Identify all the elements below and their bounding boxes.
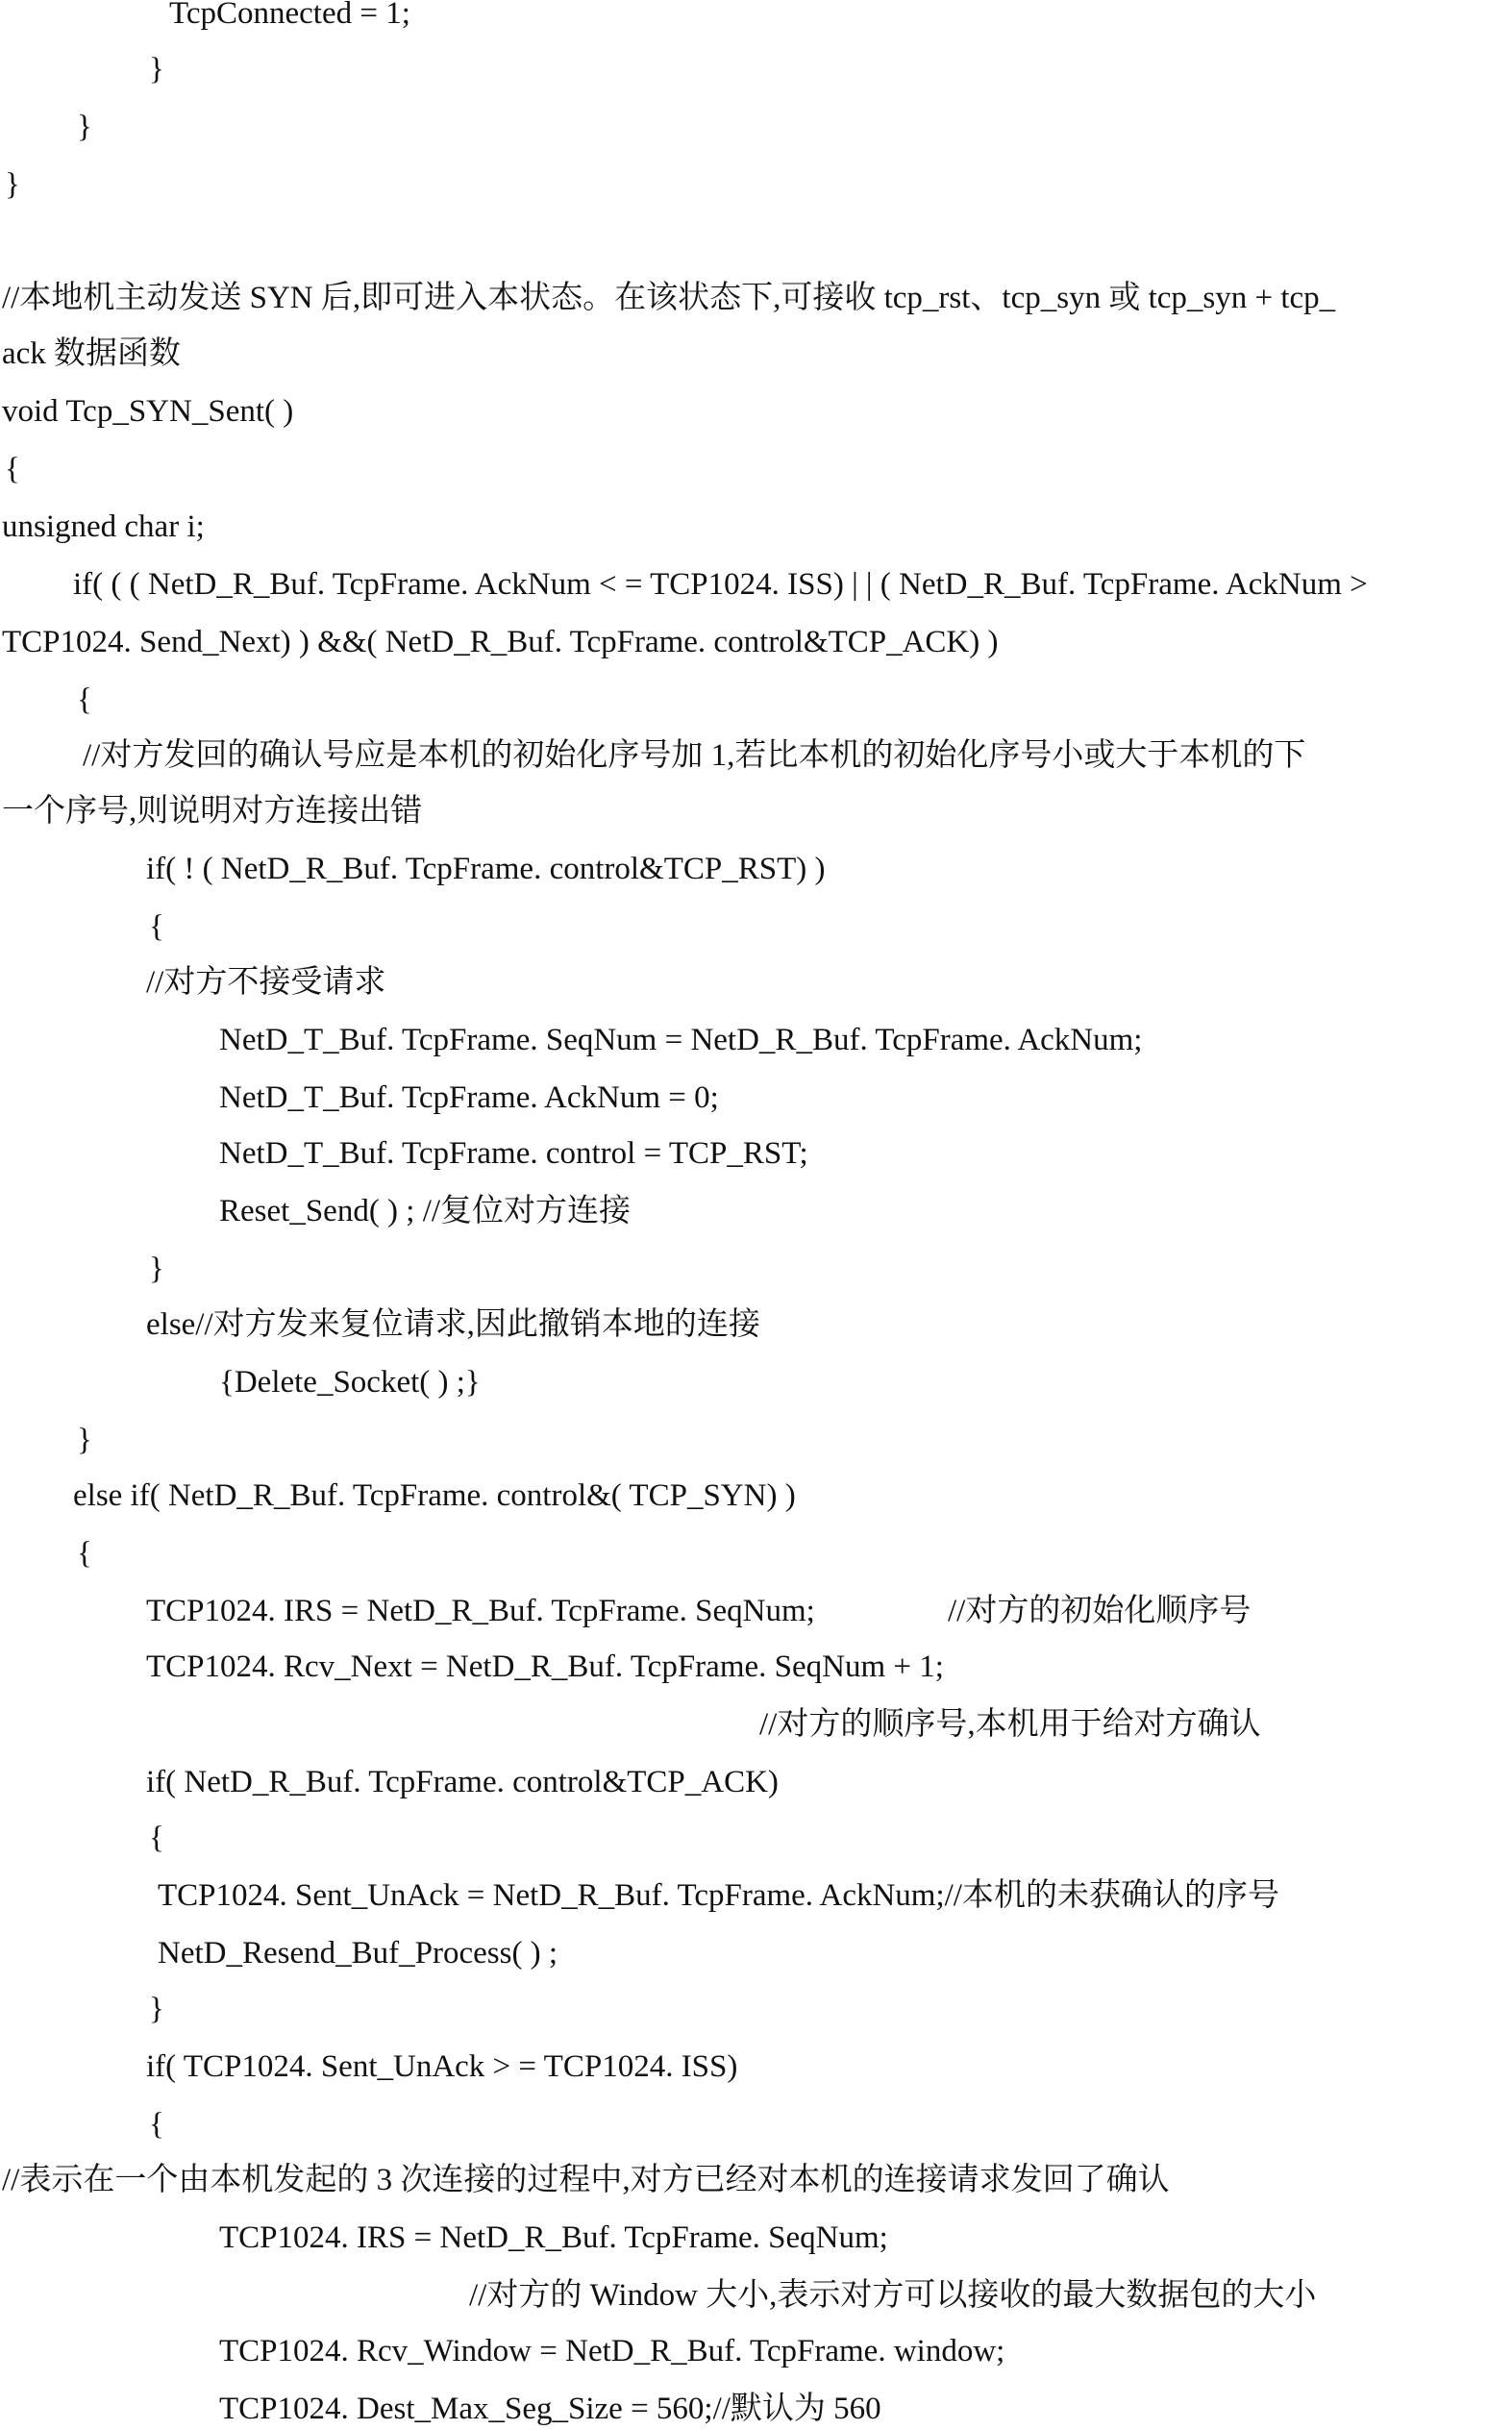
code-line: NetD_T_Buf. TcpFrame. SeqNum = NetD_R_Buf. TcpFrame. AckNum; <box>219 1023 1143 1057</box>
code-line: } <box>149 52 164 87</box>
code-line: unsigned char i; <box>2 509 205 544</box>
code-line: { <box>149 909 164 944</box>
code-line: TcpConnected = 1; <box>169 0 410 31</box>
comment-line: 一个序号,则说明对方连接出错 <box>2 794 423 829</box>
code-line: NetD_T_Buf. TcpFrame. AckNum = 0; <box>219 1080 719 1115</box>
code-line: NetD_T_Buf. TcpFrame. control = TCP_RST; <box>219 1136 808 1171</box>
comment-line: //本地机主动发送 SYN 后,即可进入本状态。在该状态下,可接收 tcp_rst、tcp_syn 或 tcp_syn + tcp_ <box>2 281 1336 315</box>
code-line: TCP1024. Send_Next) ) &&( NetD_R_Buf. TcpFrame. control&TCP_ACK) ) <box>2 625 999 659</box>
code-line: Reset_Send( ) ; //复位对方连接 <box>219 1194 632 1228</box>
code-line: } <box>77 110 92 144</box>
code-line: } <box>149 1252 164 1286</box>
code-line: } <box>77 1423 92 1457</box>
code-line: TCP1024. IRS = NetD_R_Buf. TcpFrame. SeqNum; <box>146 1594 815 1628</box>
code-line: } <box>149 1992 164 2026</box>
code-line: if( NetD_R_Buf. TcpFrame. control&TCP_ACK) <box>146 1765 779 1799</box>
code-line: { <box>5 452 20 486</box>
code-line: NetD_Resend_Buf_Process( ) ; <box>158 1936 558 1971</box>
code-line: if( ( ( NetD_R_Buf. TcpFrame. AckNum < = TCP1024. ISS) | | ( NetD_R_Buf. TcpFrame. AckNum > <box>73 567 1368 602</box>
comment-line: //表示在一个由本机发起的 3 次连接的过程中,对方已经对本机的连接请求发回了确认 <box>2 2163 1170 2197</box>
code-line: TCP1024. IRS = NetD_R_Buf. TcpFrame. SeqNum; <box>219 2220 888 2255</box>
code-line: if( ! ( NetD_R_Buf. TcpFrame. control&TCP_RST) ) <box>146 852 826 886</box>
code-line: {Delete_Socket( ) ;} <box>219 1365 481 1400</box>
comment-line: //对方的 Window 大小,表示对方可以接收的最大数据包的大小 <box>469 2278 1317 2313</box>
comment-line: //对方发回的确认号应是本机的初始化序号加 1,若比本机的初始化序号小或大于本机的下 <box>83 738 1306 773</box>
code-line: else//对方发来复位请求,因此撤销本地的连接 <box>146 1307 760 1342</box>
code-line: { <box>149 1821 164 1855</box>
code-line: { <box>77 682 92 717</box>
code-line: } <box>5 167 20 202</box>
comment-line: //对方不接受请求 <box>146 965 386 1000</box>
code-line: TCP1024. Sent_UnAck = NetD_R_Buf. TcpFrame. AckNum;//本机的未获确认的序号 <box>158 1878 1279 1913</box>
code-line: if( TCP1024. Sent_UnAck > = TCP1024. ISS) <box>146 2049 738 2084</box>
code-line: { <box>149 2107 164 2142</box>
code-line: { <box>77 1536 92 1571</box>
code-line: else if( NetD_R_Buf. TcpFrame. control&( TCP_SYN) ) <box>73 1478 796 1513</box>
comment-line: //对方的顺序号,本机用于给对方确认 <box>759 1707 1261 1742</box>
code-line: void Tcp_SYN_Sent( ) <box>2 394 294 429</box>
code-line: TCP1024. Rcv_Window = NetD_R_Buf. TcpFrame. window; <box>219 2334 1005 2368</box>
comment-line: //对方的初始化顺序号 <box>948 1594 1252 1628</box>
code-line: TCP1024. Rcv_Next = NetD_R_Buf. TcpFrame. SeqNum + 1; <box>146 1649 944 1684</box>
comment-line: ack 数据函数 <box>2 336 182 371</box>
code-line: TCP1024. Dest_Max_Seg_Size = 560;//默认为 560 <box>219 2392 881 2426</box>
